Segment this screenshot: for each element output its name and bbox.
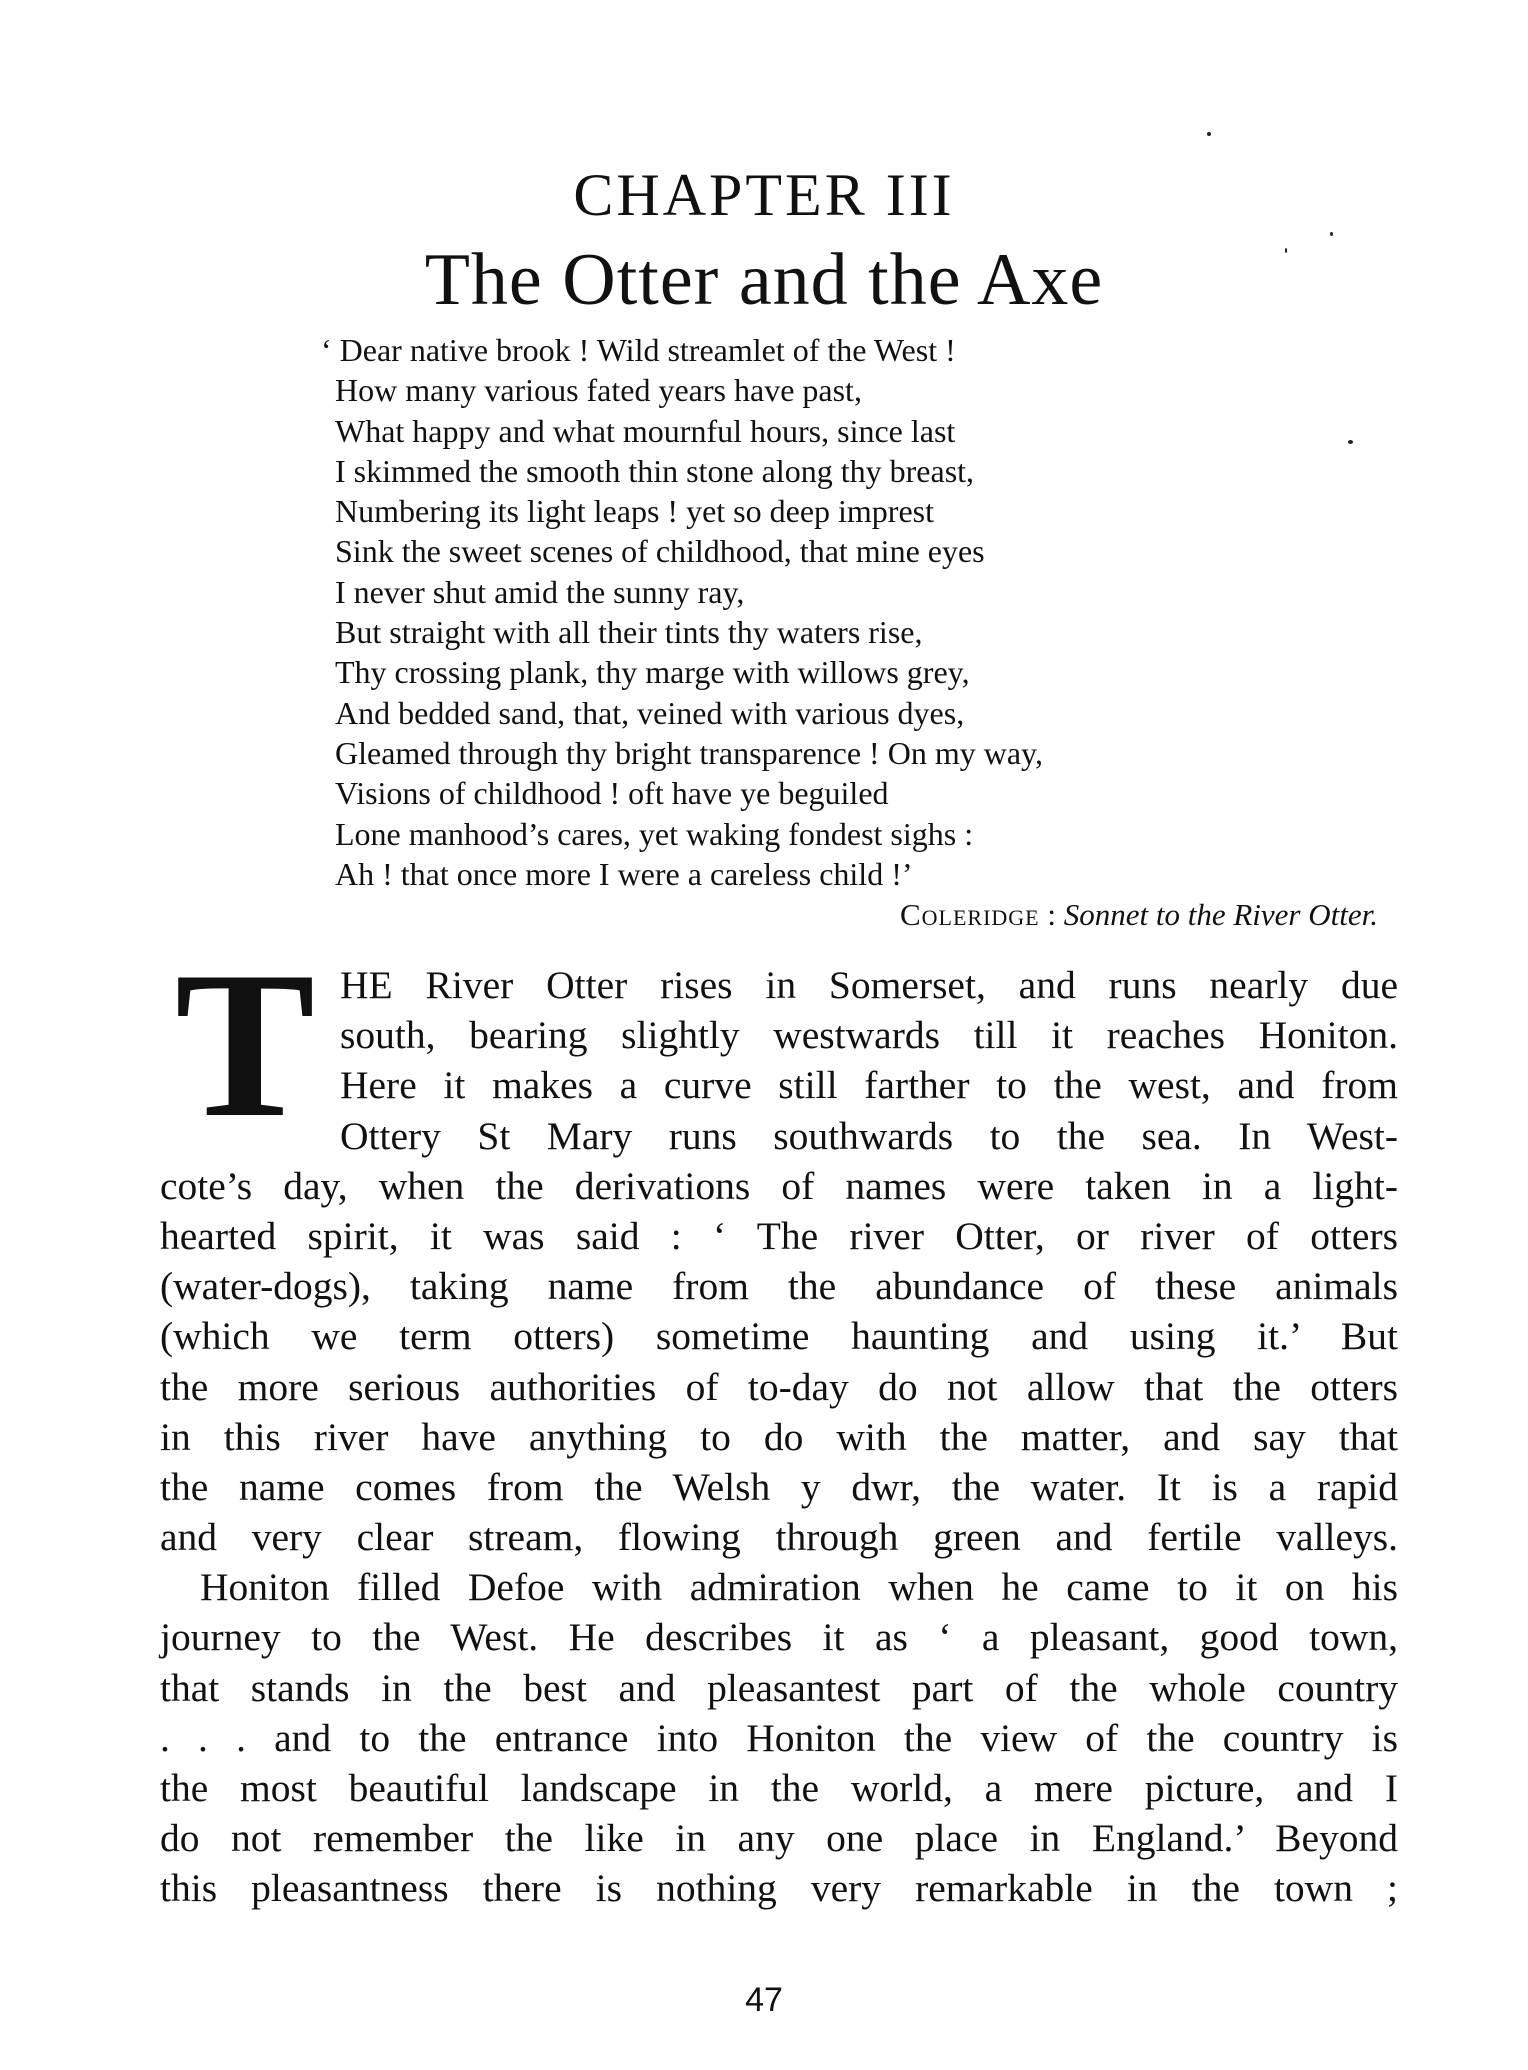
attribution-separator: :	[1039, 897, 1064, 932]
body-line: HE River Otter rises in Somerset, and runs nearly due	[340, 963, 1398, 1007]
epigraph-line: Lone manhood’s cares, yet waking fondest sighs :	[335, 815, 974, 852]
epigraph-line: I skimmed the smooth thin stone along thy breast,	[335, 452, 975, 489]
epigraph-work-title: Sonnet to the River Otter.	[1063, 897, 1378, 932]
epigraph-line: Visions of childhood ! oft have ye beguiled	[335, 775, 889, 812]
epigraph-line: ‘ Dear native brook ! Wild streamlet of the West !	[321, 332, 956, 368]
body-line: (which we term otters) sometime haunting and using it.’ But	[160, 1314, 1398, 1359]
chapter-number: CHAPTER III	[573, 162, 955, 228]
epigraph-line: Numbering its light leaps ! yet so deep imprest	[335, 493, 934, 530]
epigraph-line: How many various fated years have past,	[335, 372, 862, 409]
epigraph-line: Gleamed through thy bright transparence ! On my way,	[335, 734, 1043, 771]
body-line: the name comes from the Welsh y dwr, the water. It is a rapid	[160, 1464, 1398, 1509]
body-line: hearted spirit, it was said : ‘ The river Otter, or river of otters	[160, 1213, 1398, 1258]
epigraph-line: Ah ! that once more I were a careless child !’	[335, 855, 913, 892]
epigraph-line: Sink the sweet scenes of childhood, that mine eyes	[335, 533, 985, 570]
epigraph-author: Coleridge	[899, 897, 1040, 932]
scan-speck	[1348, 440, 1353, 444]
scan-speck	[1330, 232, 1333, 236]
body-line: . . . and to the entrance into Honiton the view of the country is	[160, 1715, 1398, 1760]
scan-speck	[1207, 132, 1211, 136]
body-line: that stands in the best and pleasantest part of the whole country	[160, 1665, 1398, 1710]
body-line: journey to the West. He describes it as ‘ a pleasant, good town,	[160, 1615, 1398, 1660]
chapter-title: The Otter and the Axe	[424, 239, 1104, 321]
body-line: and very clear stream, flowing through green and fertile valleys.	[160, 1515, 1398, 1560]
body-line: Ottery St Mary runs southwards to the sea. In West-	[340, 1113, 1398, 1158]
epigraph-line: And bedded sand, that, veined with various dyes,	[335, 694, 965, 731]
drop-cap: T	[174, 929, 316, 1161]
epigraph-poem	[321, 330, 1375, 894]
body-line: Honiton filled Defoe with admiration when he came to it on his	[200, 1565, 1398, 1610]
epigraph-line: I never shut amid the sunny ray,	[335, 573, 745, 610]
epigraph-attribution	[900, 895, 1378, 935]
body-line: do not remember the like in any one place in England.’ Beyond	[160, 1816, 1398, 1861]
page-number: 47	[745, 1981, 783, 2019]
body-line: in this river have anything to do with the matter, and say that	[160, 1414, 1398, 1459]
scan-speck	[1285, 248, 1287, 253]
epigraph-line: But straight with all their tints thy waters rise,	[335, 614, 923, 651]
epigraph-line: Thy crossing plank, thy marge with willows grey,	[335, 654, 970, 691]
body-line: the most beautiful landscape in the world, a mere picture, and I	[160, 1766, 1398, 1810]
body-line: (water-dogs), taking name from the abundance of these animals	[160, 1264, 1398, 1309]
body-line: Here it makes a curve still farther to the west, and from	[340, 1063, 1398, 1108]
body-text	[160, 960, 1398, 1914]
body-line: cote’s day, when the derivations of names were taken in a light-	[160, 1163, 1398, 1208]
body-line: south, bearing slightly westwards till it reaches Honiton.	[340, 1013, 1398, 1058]
body-line: the more serious authorities of to-day do not allow that the otters	[160, 1364, 1398, 1409]
epigraph-line: What happy and what mournful hours, since last	[335, 412, 956, 449]
body-line: this pleasantness there is nothing very remarkable in the town ;	[160, 1866, 1398, 1911]
